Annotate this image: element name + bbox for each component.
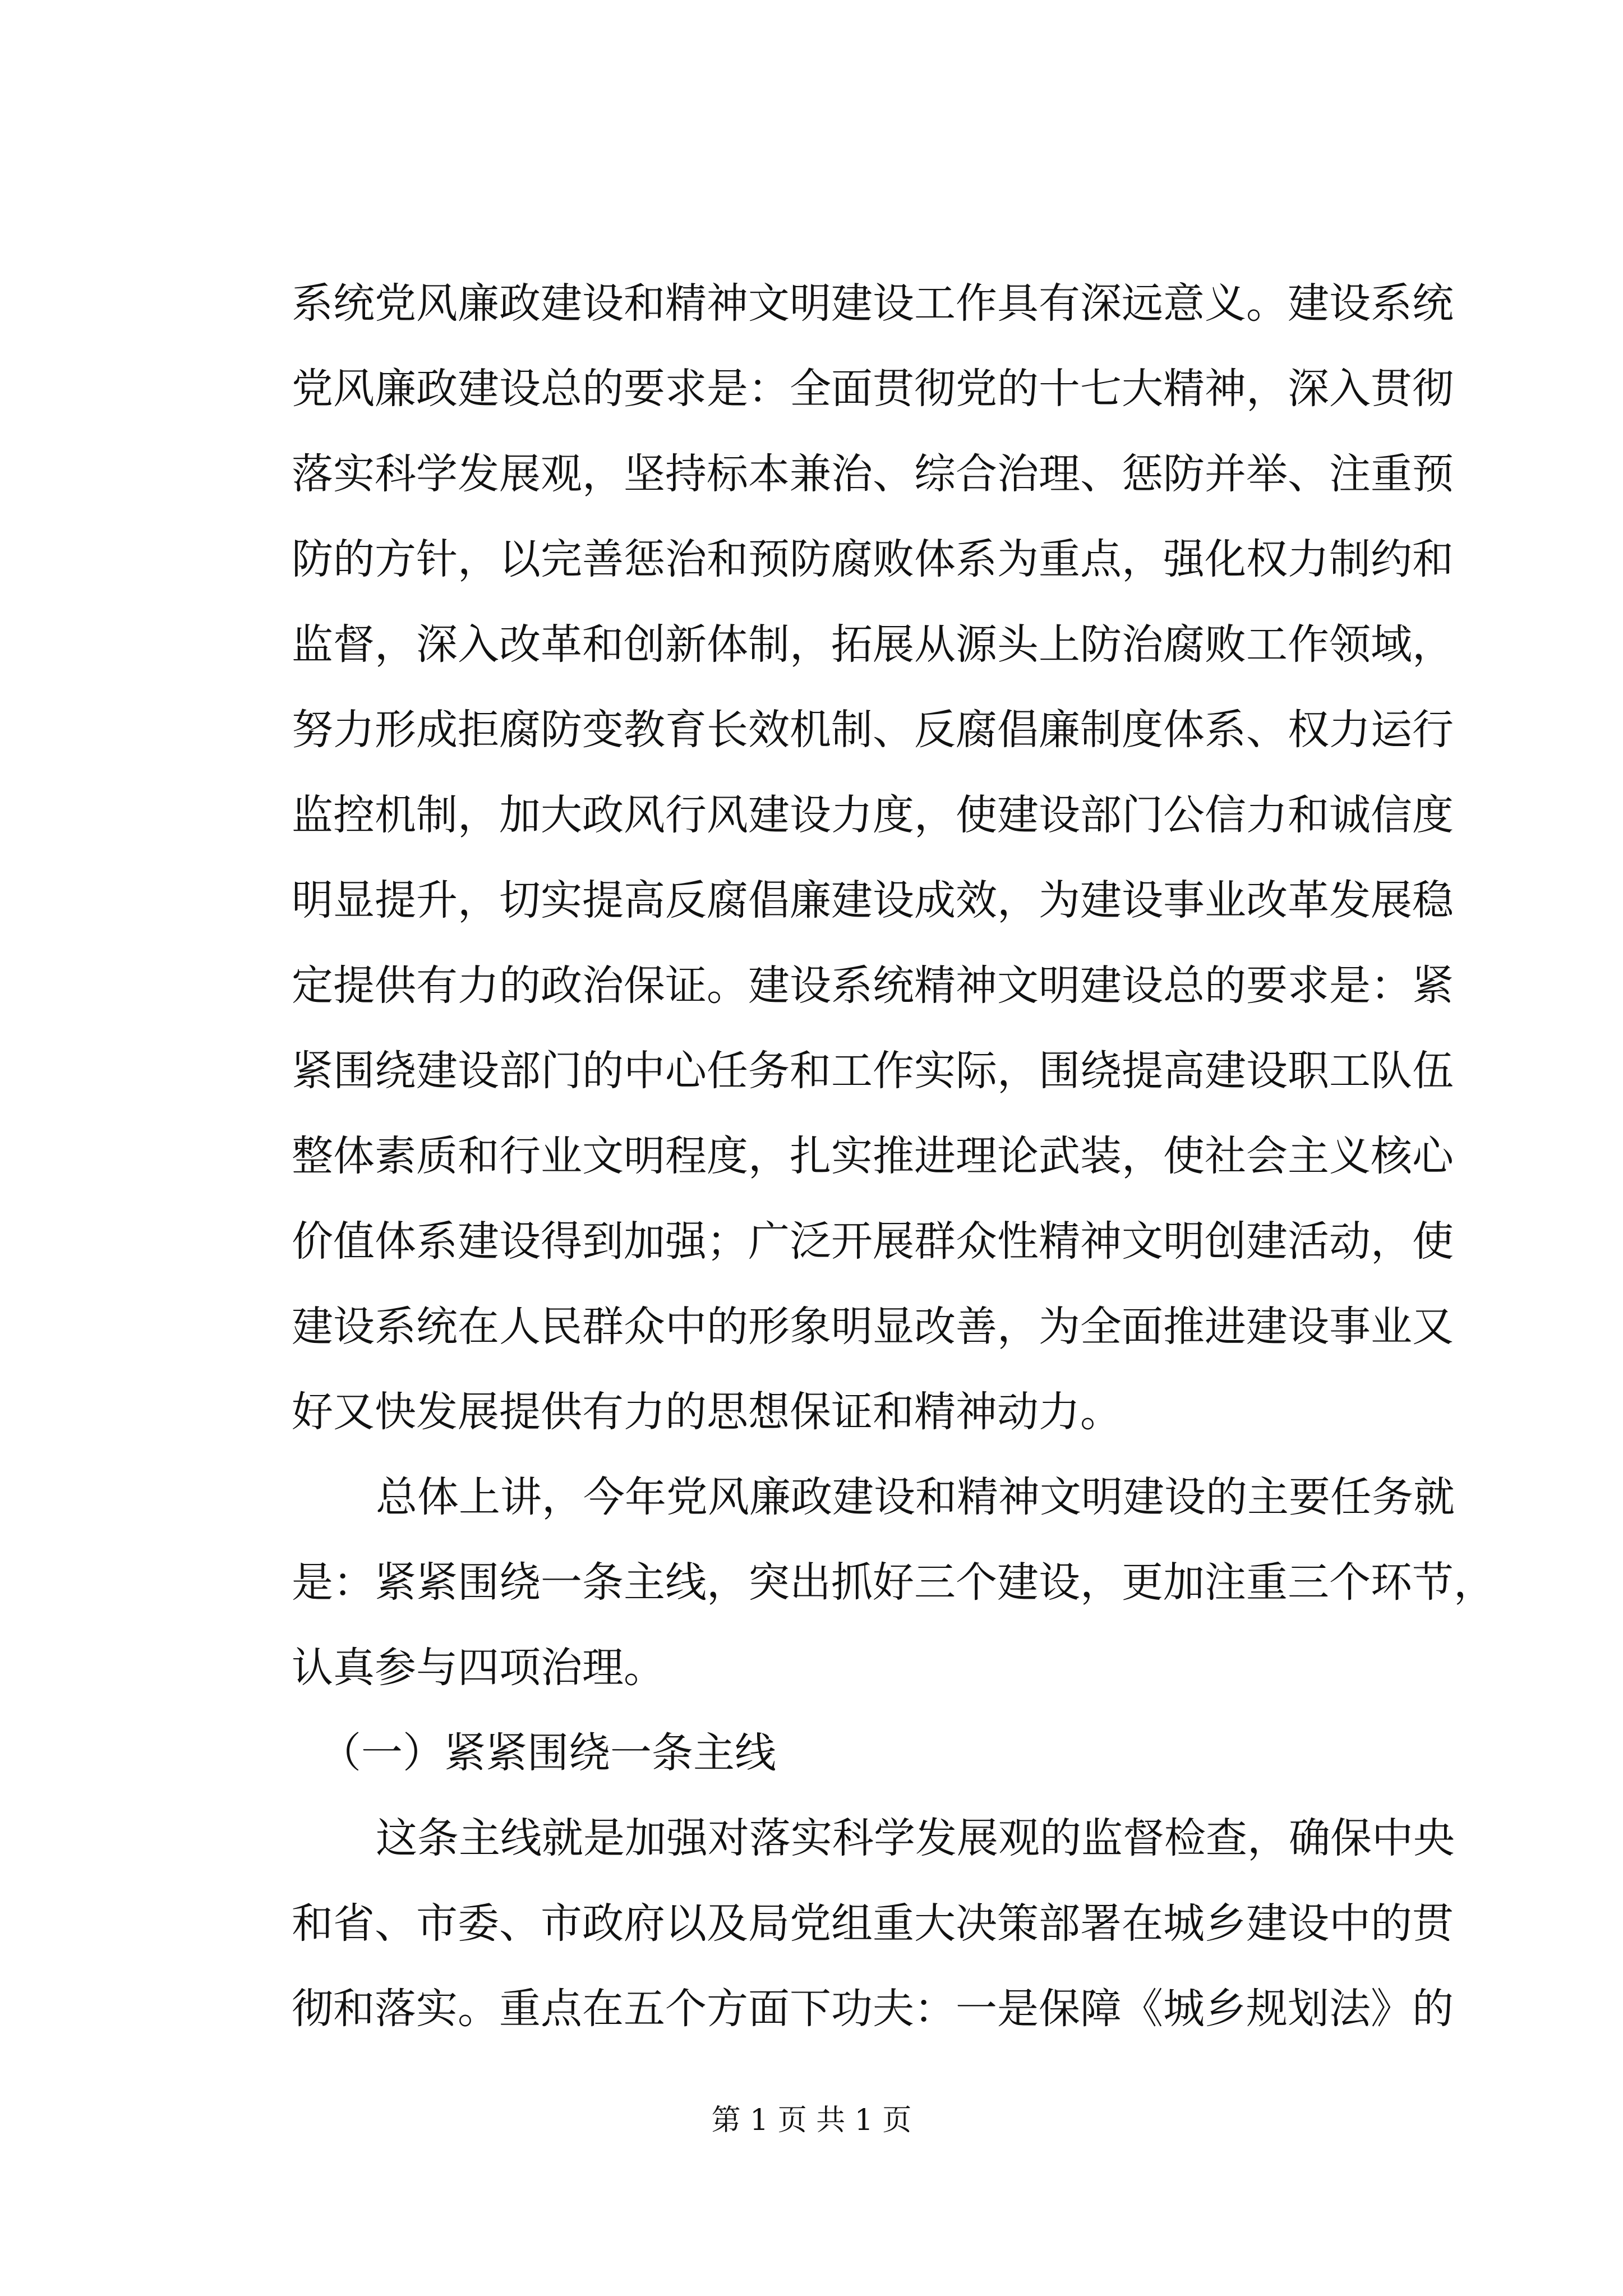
text-line: 防的方针，以完善惩治和预防腐败体系为重点，强化权力制约和 [292,535,1454,583]
document-body [292,261,1495,2051]
text-line: 落实科学发展观，坚持标本兼治、综合治理、惩防并举、注重预 [292,450,1454,498]
paragraph-first-line: 总体上讲，今年党风廉政建设和精神文明建设的主要任务就 [376,1473,1455,1521]
text-line: 彻和落实。重点在五个方面下功夫：一是保障《城乡规划法》的 [292,1985,1454,2033]
text-line: 认真参与四项治理。 [292,1644,665,1692]
page-number-label: 第 1 页 共 1 页 [711,2104,912,2137]
text-line: 监控机制，加大政风行风建设力度，使建设部门公信力和诚信度 [292,791,1454,839]
section-heading: （一）紧紧围绕一条主线 [320,1729,776,1777]
text-line: 定提供有力的政治保证。建设系统精神文明建设总的要求是：紧 [292,961,1454,1010]
text-line: 建设系统在人民群众中的形象明显改善，为全面推进建设事业又 [292,1303,1454,1351]
text-line: 和省、市委、市政府以及局党组重大决策部署在城乡建设中的贯 [292,1899,1454,1948]
paragraph-first-line: 这条主线就是加强对落实科学发展观的监督检查，确保中央 [376,1814,1455,1862]
text-line: 紧围绕建设部门的中心任务和工作实际，围绕提高建设职工队伍 [292,1047,1454,1095]
text-line: 整体素质和行业文明程度，扎实推进理论武装，使社会主义核心 [292,1132,1454,1180]
text-line: 明显提升，切实提高反腐倡廉建设成效，为建设事业改革发展稳 [292,876,1454,924]
text-line: 党风廉政建设总的要求是：全面贯彻党的十七大精神，深入贯彻 [292,365,1454,413]
text-line: 系统党风廉政建设和精神文明建设工作具有深远意义。建设系统 [292,279,1454,328]
text-line: 是：紧紧围绕一条主线，突出抓好三个建设，更加注重三个环节， [292,1558,1495,1607]
text-line: 努力形成拒腐防变教育长效机制、反腐倡廉制度体系、权力运行 [292,706,1454,754]
text-line: 好又快发展提供有力的思想保证和精神动力。 [292,1388,1122,1436]
text-line: 监督，深入改革和创新体制，拓展从源头上防治腐败工作领域， [292,620,1454,669]
page-footer [0,2101,1623,2140]
text-line: 价值体系建设得到加强；广泛开展群众性精神文明创建活动，使 [292,1217,1454,1266]
